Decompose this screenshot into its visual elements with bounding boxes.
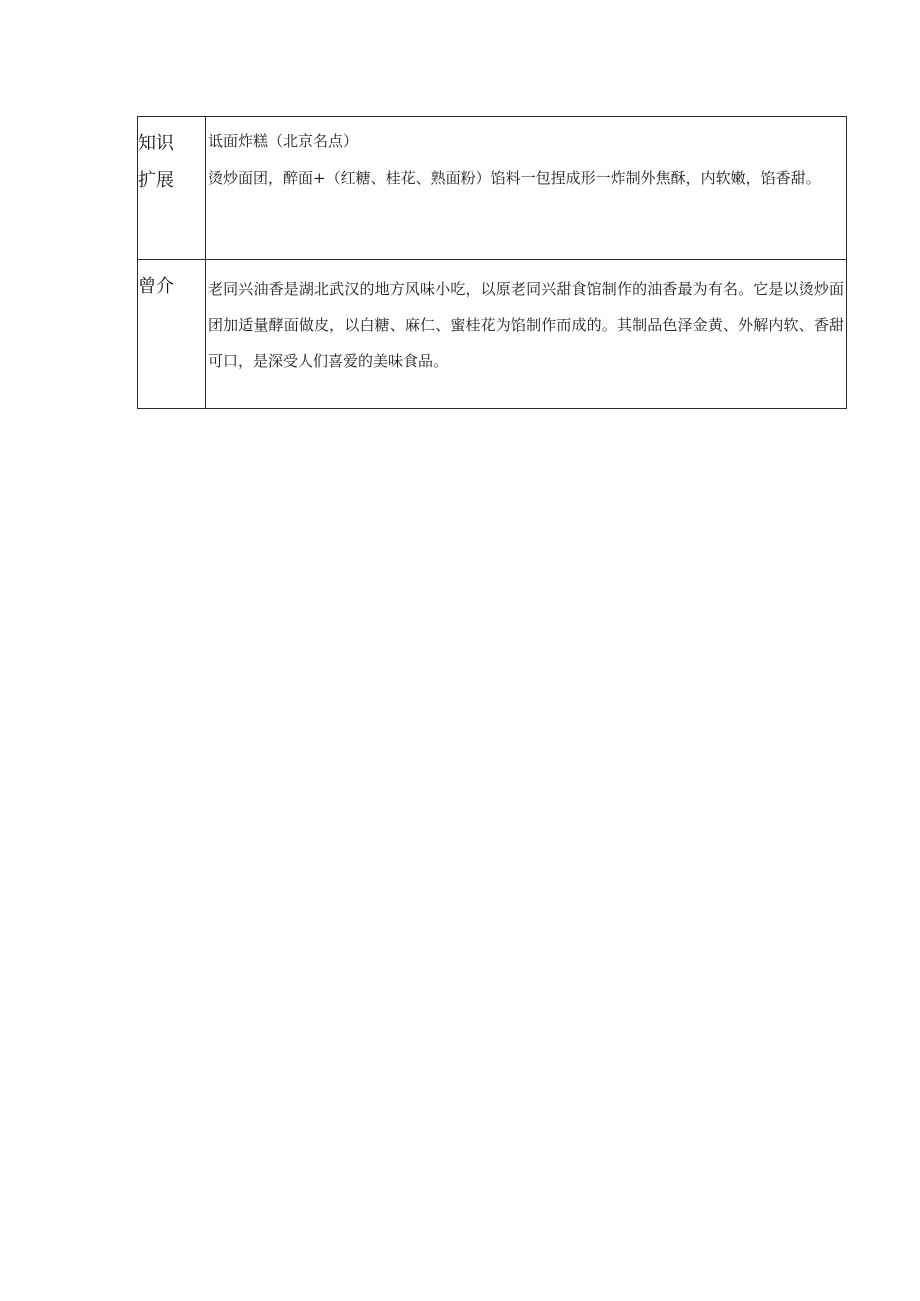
row-label-line: 曾介 <box>138 276 174 297</box>
item-title: 诋面炸糕（北京名点） <box>208 132 359 150</box>
document-table <box>137 116 847 409</box>
cell-content <box>206 117 846 191</box>
row-label <box>138 117 205 194</box>
item-body: 烫炒面团，醉面+（红糖、桂花、熟面粉）馅料一包捏成形一炸制外焦酥，内软嫩，馅香甜。 <box>208 169 821 187</box>
table-row-intro <box>138 260 847 409</box>
label-cell <box>138 260 206 409</box>
content-cell <box>206 117 847 260</box>
row-label-line: 扩展 <box>138 170 174 191</box>
table-row-knowledge <box>138 117 847 260</box>
row-label-line: 知识 <box>138 133 174 154</box>
label-cell <box>138 117 206 260</box>
item-body: 老同兴油香是湖北武汉的地方风味小吃，以原老同兴甜食馆制作的油香最为有名。它是以烫炒面团加适量酵面做皮，以白糖、麻仁、蜜桂花为馅制作而成的。其制品色泽金黄、外解内软、香甜可口，是深受人们喜爱的美味食品。 <box>208 280 844 370</box>
content-cell <box>206 260 847 409</box>
row-label <box>138 260 205 300</box>
